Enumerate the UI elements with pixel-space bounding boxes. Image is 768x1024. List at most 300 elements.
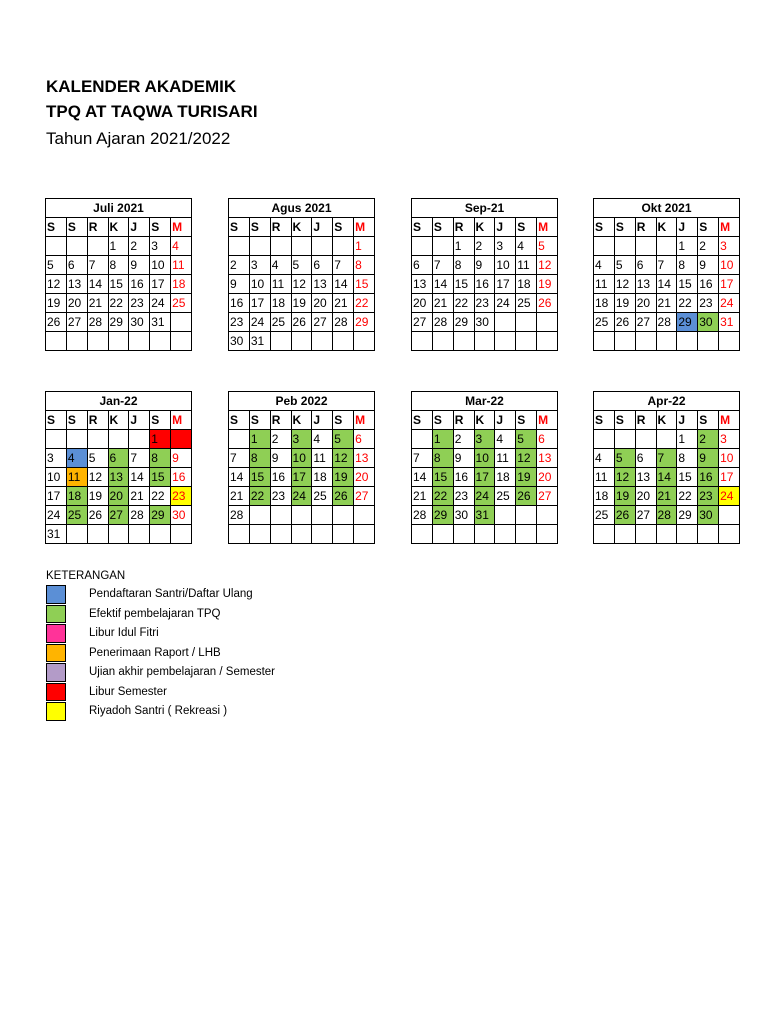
day-cell: 28 bbox=[129, 506, 150, 525]
day-cell: 2 bbox=[698, 237, 719, 256]
day-cell: 19 bbox=[46, 294, 67, 313]
weekday-header: K bbox=[108, 218, 129, 237]
day-cell: 8 bbox=[677, 449, 698, 468]
empty-cell bbox=[46, 430, 67, 449]
empty-cell bbox=[150, 332, 171, 351]
day-cell: 17 bbox=[719, 275, 740, 294]
day-cell: 14 bbox=[129, 468, 150, 487]
weekday-header: J bbox=[677, 218, 698, 237]
day-cell: 18 bbox=[495, 468, 516, 487]
day-cell: 1 bbox=[249, 430, 270, 449]
day-cell: 1 bbox=[677, 237, 698, 256]
day-cell: 13 bbox=[354, 449, 375, 468]
day-cell: 25 bbox=[66, 506, 87, 525]
day-cell: 18 bbox=[312, 468, 333, 487]
day-cell: 10 bbox=[719, 449, 740, 468]
weekday-header: S bbox=[594, 411, 615, 430]
month-name: Juli 2021 bbox=[46, 199, 192, 218]
empty-cell bbox=[698, 332, 719, 351]
day-cell: 16 bbox=[453, 468, 474, 487]
day-cell: 16 bbox=[698, 275, 719, 294]
weekday-header: M bbox=[171, 218, 192, 237]
empty-cell bbox=[312, 237, 333, 256]
day-cell: 26 bbox=[333, 487, 354, 506]
day-cell: 21 bbox=[333, 294, 354, 313]
day-cell: 10 bbox=[249, 275, 270, 294]
day-cell: 13 bbox=[108, 468, 129, 487]
weekday-header: M bbox=[354, 411, 375, 430]
day-cell: 18 bbox=[270, 294, 291, 313]
day-cell: 27 bbox=[412, 313, 433, 332]
weekday-header: S bbox=[229, 411, 250, 430]
day-cell: 21 bbox=[656, 487, 677, 506]
calendar-title: KALENDER AKADEMIK bbox=[46, 77, 237, 96]
empty-cell bbox=[171, 332, 192, 351]
day-cell: 19 bbox=[333, 468, 354, 487]
day-cell: 23 bbox=[698, 487, 719, 506]
empty-cell bbox=[66, 237, 87, 256]
day-cell: 5 bbox=[516, 430, 537, 449]
empty-cell bbox=[66, 430, 87, 449]
weekday-header: M bbox=[537, 411, 558, 430]
weekday-header: M bbox=[719, 218, 740, 237]
day-cell: 14 bbox=[432, 275, 453, 294]
legend-label: Efektif pembelajaran TPQ bbox=[89, 607, 221, 620]
legend-label: Penerimaan Raport / LHB bbox=[89, 646, 221, 659]
empty-cell bbox=[87, 237, 108, 256]
empty-cell bbox=[614, 332, 635, 351]
day-cell: 13 bbox=[66, 275, 87, 294]
day-cell: 12 bbox=[333, 449, 354, 468]
day-cell: 29 bbox=[677, 506, 698, 525]
empty-cell bbox=[46, 332, 67, 351]
legend-swatch bbox=[46, 702, 66, 721]
day-cell: 16 bbox=[270, 468, 291, 487]
day-cell: 30 bbox=[698, 313, 719, 332]
day-cell: 8 bbox=[150, 449, 171, 468]
month-calendar bbox=[411, 198, 558, 351]
day-cell: 23 bbox=[171, 487, 192, 506]
day-cell: 15 bbox=[354, 275, 375, 294]
weekday-header: S bbox=[412, 411, 433, 430]
day-cell: 25 bbox=[171, 294, 192, 313]
day-cell: 20 bbox=[635, 487, 656, 506]
day-cell: 29 bbox=[677, 313, 698, 332]
day-cell: 8 bbox=[354, 256, 375, 275]
day-cell: 7 bbox=[656, 256, 677, 275]
day-cell: 27 bbox=[354, 487, 375, 506]
weekday-header: S bbox=[46, 411, 67, 430]
day-cell: 9 bbox=[129, 256, 150, 275]
day-cell: 7 bbox=[432, 256, 453, 275]
weekday-header: J bbox=[312, 411, 333, 430]
weekday-header: S bbox=[516, 218, 537, 237]
day-cell: 25 bbox=[594, 506, 615, 525]
empty-cell bbox=[129, 430, 150, 449]
empty-cell bbox=[495, 506, 516, 525]
day-cell: 5 bbox=[333, 430, 354, 449]
day-cell: 10 bbox=[474, 449, 495, 468]
day-cell: 25 bbox=[312, 487, 333, 506]
day-cell: 24 bbox=[249, 313, 270, 332]
day-cell: 2 bbox=[474, 237, 495, 256]
weekday-header: K bbox=[474, 218, 495, 237]
empty-cell bbox=[333, 506, 354, 525]
day-cell: 18 bbox=[516, 275, 537, 294]
day-cell: 11 bbox=[270, 275, 291, 294]
day-cell: 31 bbox=[249, 332, 270, 351]
day-cell: 17 bbox=[495, 275, 516, 294]
day-cell: 5 bbox=[87, 449, 108, 468]
weekday-header: R bbox=[270, 218, 291, 237]
day-cell: 1 bbox=[453, 237, 474, 256]
legend-label: Ujian akhir pembelajaran / Semester bbox=[89, 666, 276, 678]
empty-cell bbox=[656, 525, 677, 544]
day-cell: 11 bbox=[312, 449, 333, 468]
day-cell: 2 bbox=[229, 256, 250, 275]
empty-cell bbox=[354, 506, 375, 525]
day-cell: 22 bbox=[677, 487, 698, 506]
day-cell: 26 bbox=[46, 313, 67, 332]
day-cell: 16 bbox=[474, 275, 495, 294]
day-cell: 17 bbox=[474, 468, 495, 487]
day-cell: 19 bbox=[291, 294, 312, 313]
day-cell: 25 bbox=[594, 313, 615, 332]
day-cell: 15 bbox=[108, 275, 129, 294]
empty-cell bbox=[537, 525, 558, 544]
day-cell: 10 bbox=[150, 256, 171, 275]
day-cell: 27 bbox=[537, 487, 558, 506]
empty-cell bbox=[291, 506, 312, 525]
day-cell: 12 bbox=[614, 275, 635, 294]
weekday-header: S bbox=[66, 411, 87, 430]
legend-title: KETERANGAN bbox=[46, 570, 126, 582]
day-cell: 3 bbox=[46, 449, 67, 468]
day-cell: 6 bbox=[537, 430, 558, 449]
weekday-header: M bbox=[171, 411, 192, 430]
day-cell: 30 bbox=[129, 313, 150, 332]
empty-cell bbox=[229, 430, 250, 449]
legend-label: Riyadoh Santri ( Rekreasi ) bbox=[89, 705, 228, 717]
empty-cell bbox=[614, 237, 635, 256]
empty-cell bbox=[66, 332, 87, 351]
month-name: Peb 2022 bbox=[229, 392, 375, 411]
weekday-header: M bbox=[354, 218, 375, 237]
day-cell: 31 bbox=[150, 313, 171, 332]
day-cell: 23 bbox=[698, 294, 719, 313]
empty-cell bbox=[129, 332, 150, 351]
day-cell: 24 bbox=[474, 487, 495, 506]
weekday-header: S bbox=[229, 218, 250, 237]
day-cell: 15 bbox=[150, 468, 171, 487]
day-cell: 8 bbox=[249, 449, 270, 468]
day-cell: 3 bbox=[249, 256, 270, 275]
day-cell: 30 bbox=[229, 332, 250, 351]
day-cell: 12 bbox=[516, 449, 537, 468]
legend-label: Libur Idul Fitri bbox=[89, 627, 159, 639]
day-cell: 28 bbox=[87, 313, 108, 332]
day-cell: 21 bbox=[229, 487, 250, 506]
day-cell: 17 bbox=[46, 487, 67, 506]
day-cell: 3 bbox=[474, 430, 495, 449]
day-cell: 11 bbox=[495, 449, 516, 468]
day-cell: 9 bbox=[171, 449, 192, 468]
empty-cell bbox=[108, 525, 129, 544]
day-cell: 28 bbox=[333, 313, 354, 332]
day-cell: 26 bbox=[614, 313, 635, 332]
month-calendar bbox=[411, 391, 558, 544]
day-cell: 22 bbox=[108, 294, 129, 313]
empty-cell bbox=[698, 525, 719, 544]
weekday-header: J bbox=[495, 218, 516, 237]
day-cell: 14 bbox=[412, 468, 433, 487]
month-calendar bbox=[593, 198, 740, 351]
weekday-header: J bbox=[312, 218, 333, 237]
day-cell: 13 bbox=[537, 449, 558, 468]
legend-swatch bbox=[46, 585, 66, 604]
day-cell: 15 bbox=[432, 468, 453, 487]
day-cell: 5 bbox=[291, 256, 312, 275]
day-cell: 20 bbox=[108, 487, 129, 506]
empty-cell bbox=[594, 525, 615, 544]
legend-swatch bbox=[46, 605, 66, 624]
month-name: Jan-22 bbox=[46, 392, 192, 411]
day-cell: 2 bbox=[171, 430, 192, 449]
day-cell: 15 bbox=[677, 275, 698, 294]
day-cell: 1 bbox=[150, 430, 171, 449]
empty-cell bbox=[495, 313, 516, 332]
day-cell: 9 bbox=[453, 449, 474, 468]
empty-cell bbox=[719, 332, 740, 351]
legend-label: Libur Semester bbox=[89, 685, 167, 698]
day-cell: 22 bbox=[432, 487, 453, 506]
day-cell: 8 bbox=[432, 449, 453, 468]
month-calendar bbox=[228, 391, 375, 544]
day-cell: 4 bbox=[171, 237, 192, 256]
day-cell: 14 bbox=[87, 275, 108, 294]
day-cell: 18 bbox=[171, 275, 192, 294]
day-cell: 16 bbox=[171, 468, 192, 487]
weekday-header: S bbox=[150, 411, 171, 430]
day-cell: 8 bbox=[677, 256, 698, 275]
day-cell: 11 bbox=[594, 468, 615, 487]
empty-cell bbox=[249, 237, 270, 256]
day-cell: 21 bbox=[412, 487, 433, 506]
weekday-header: S bbox=[698, 411, 719, 430]
empty-cell bbox=[333, 525, 354, 544]
empty-cell bbox=[412, 430, 433, 449]
weekday-header: J bbox=[129, 218, 150, 237]
empty-cell bbox=[333, 237, 354, 256]
day-cell: 3 bbox=[719, 430, 740, 449]
day-cell: 12 bbox=[614, 468, 635, 487]
day-cell: 29 bbox=[150, 506, 171, 525]
day-cell: 13 bbox=[635, 275, 656, 294]
month-calendar bbox=[593, 391, 740, 544]
day-cell: 9 bbox=[270, 449, 291, 468]
day-cell: 24 bbox=[291, 487, 312, 506]
empty-cell bbox=[635, 525, 656, 544]
empty-cell bbox=[594, 332, 615, 351]
day-cell: 24 bbox=[719, 487, 740, 506]
weekday-header: K bbox=[291, 411, 312, 430]
weekday-header: J bbox=[495, 411, 516, 430]
institution-name: TPQ AT TAQWA TURISARI bbox=[46, 102, 258, 121]
day-cell: 27 bbox=[312, 313, 333, 332]
day-cell: 12 bbox=[87, 468, 108, 487]
day-cell: 25 bbox=[516, 294, 537, 313]
empty-cell bbox=[291, 525, 312, 544]
day-cell: 16 bbox=[698, 468, 719, 487]
day-cell: 20 bbox=[537, 468, 558, 487]
day-cell: 14 bbox=[656, 275, 677, 294]
day-cell: 5 bbox=[46, 256, 67, 275]
empty-cell bbox=[354, 332, 375, 351]
day-cell: 7 bbox=[656, 449, 677, 468]
day-cell: 30 bbox=[698, 506, 719, 525]
day-cell: 20 bbox=[635, 294, 656, 313]
weekday-header: S bbox=[150, 218, 171, 237]
day-cell: 18 bbox=[594, 294, 615, 313]
day-cell: 3 bbox=[150, 237, 171, 256]
day-cell: 26 bbox=[537, 294, 558, 313]
day-cell: 1 bbox=[432, 430, 453, 449]
legend-label: Pendaftaran Santri/Daftar Ulang bbox=[89, 588, 253, 600]
day-cell: 12 bbox=[46, 275, 67, 294]
month-name: Apr-22 bbox=[594, 392, 740, 411]
day-cell: 15 bbox=[453, 275, 474, 294]
weekday-header: S bbox=[333, 411, 354, 430]
empty-cell bbox=[656, 237, 677, 256]
day-cell: 9 bbox=[698, 449, 719, 468]
day-cell: 24 bbox=[495, 294, 516, 313]
day-cell: 21 bbox=[432, 294, 453, 313]
empty-cell bbox=[474, 525, 495, 544]
empty-cell bbox=[516, 332, 537, 351]
day-cell: 17 bbox=[291, 468, 312, 487]
weekday-header: S bbox=[698, 218, 719, 237]
empty-cell bbox=[432, 237, 453, 256]
weekday-header: M bbox=[719, 411, 740, 430]
day-cell: 22 bbox=[453, 294, 474, 313]
day-cell: 30 bbox=[474, 313, 495, 332]
day-cell: 24 bbox=[150, 294, 171, 313]
day-cell: 9 bbox=[698, 256, 719, 275]
day-cell: 31 bbox=[474, 506, 495, 525]
day-cell: 7 bbox=[333, 256, 354, 275]
empty-cell bbox=[412, 237, 433, 256]
weekday-header: S bbox=[614, 218, 635, 237]
day-cell: 7 bbox=[129, 449, 150, 468]
day-cell: 15 bbox=[249, 468, 270, 487]
day-cell: 2 bbox=[453, 430, 474, 449]
empty-cell bbox=[719, 506, 740, 525]
empty-cell bbox=[291, 237, 312, 256]
empty-cell bbox=[677, 525, 698, 544]
day-cell: 4 bbox=[594, 449, 615, 468]
day-cell: 28 bbox=[432, 313, 453, 332]
day-cell: 2 bbox=[270, 430, 291, 449]
weekday-header: S bbox=[614, 411, 635, 430]
day-cell: 19 bbox=[516, 468, 537, 487]
day-cell: 4 bbox=[594, 256, 615, 275]
day-cell: 30 bbox=[171, 506, 192, 525]
day-cell: 13 bbox=[312, 275, 333, 294]
day-cell: 1 bbox=[677, 430, 698, 449]
day-cell: 8 bbox=[108, 256, 129, 275]
empty-cell bbox=[87, 430, 108, 449]
empty-cell bbox=[354, 525, 375, 544]
empty-cell bbox=[46, 237, 67, 256]
empty-cell bbox=[594, 237, 615, 256]
day-cell: 19 bbox=[614, 487, 635, 506]
day-cell: 22 bbox=[249, 487, 270, 506]
day-cell: 9 bbox=[474, 256, 495, 275]
day-cell: 22 bbox=[354, 294, 375, 313]
empty-cell bbox=[312, 332, 333, 351]
empty-cell bbox=[412, 525, 433, 544]
day-cell: 4 bbox=[312, 430, 333, 449]
empty-cell bbox=[249, 506, 270, 525]
month-name: Sep-21 bbox=[412, 199, 558, 218]
empty-cell bbox=[312, 525, 333, 544]
weekday-header: R bbox=[453, 218, 474, 237]
empty-cell bbox=[453, 332, 474, 351]
day-cell: 27 bbox=[108, 506, 129, 525]
empty-cell bbox=[516, 313, 537, 332]
empty-cell bbox=[87, 525, 108, 544]
day-cell: 28 bbox=[656, 313, 677, 332]
empty-cell bbox=[270, 237, 291, 256]
weekday-header: M bbox=[537, 218, 558, 237]
day-cell: 6 bbox=[635, 256, 656, 275]
day-cell: 18 bbox=[66, 487, 87, 506]
day-cell: 29 bbox=[108, 313, 129, 332]
weekday-header: J bbox=[129, 411, 150, 430]
empty-cell bbox=[656, 430, 677, 449]
empty-cell bbox=[516, 525, 537, 544]
day-cell: 23 bbox=[129, 294, 150, 313]
day-cell: 24 bbox=[719, 294, 740, 313]
day-cell: 23 bbox=[453, 487, 474, 506]
empty-cell bbox=[270, 525, 291, 544]
day-cell: 13 bbox=[635, 468, 656, 487]
empty-cell bbox=[635, 237, 656, 256]
empty-cell bbox=[229, 525, 250, 544]
legend-swatch bbox=[46, 683, 66, 702]
day-cell: 20 bbox=[312, 294, 333, 313]
empty-cell bbox=[270, 506, 291, 525]
weekday-header: K bbox=[291, 218, 312, 237]
day-cell: 5 bbox=[537, 237, 558, 256]
month-calendar bbox=[228, 198, 375, 351]
empty-cell bbox=[108, 430, 129, 449]
weekday-header: K bbox=[108, 411, 129, 430]
day-cell: 8 bbox=[453, 256, 474, 275]
day-cell: 21 bbox=[129, 487, 150, 506]
day-cell: 19 bbox=[614, 294, 635, 313]
day-cell: 26 bbox=[291, 313, 312, 332]
day-cell: 14 bbox=[229, 468, 250, 487]
day-cell: 18 bbox=[594, 487, 615, 506]
weekday-header: S bbox=[432, 411, 453, 430]
weekday-header: J bbox=[677, 411, 698, 430]
legend-swatch bbox=[46, 624, 66, 643]
day-cell: 17 bbox=[719, 468, 740, 487]
day-cell: 5 bbox=[614, 449, 635, 468]
day-cell: 6 bbox=[66, 256, 87, 275]
day-cell: 10 bbox=[495, 256, 516, 275]
